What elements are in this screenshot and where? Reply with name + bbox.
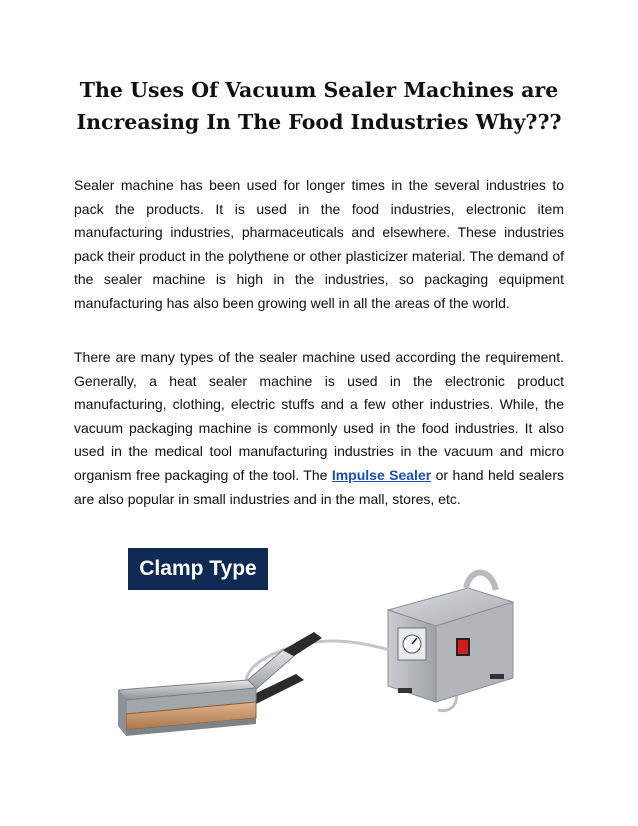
title-line-2: Increasing In The Food Industries Why??? <box>76 110 562 134</box>
paragraph-2-text-after-link: or hand held sealers are also popular in small industries and in the mall, stores, etc. <box>74 466 564 507</box>
paragraph-2-text-before-link: There are many types of the sealer machine used according the requirement. Generally, a heat sealer machine is used in the electronic product manufacturing, clothing, electric stuffs and a few other industries. While, the vacuum packaging machine is commonly used in the food industries. It also used in the medical tool manufacturing industries in the vacuum and micro organism free packaging of the tool. The <box>74 349 564 483</box>
impulse-sealer-link[interactable]: Impulse Sealer <box>331 466 432 483</box>
clamp-sealer-illustration <box>118 540 538 785</box>
paragraph-2 <box>74 346 564 511</box>
document-title <box>60 74 578 138</box>
paragraph-1: Sealer machine has been used for longer times in the several industries to pack the products. It is used in the food industries, electronic item manufacturing industries, pharmaceuticals and elsewhere. These industries pack their product in the polythene or other plasticizer material. The demand of the sealer machine is high in the industries, so packaging equipment manufacturing has also been growing well in all the areas of the world. <box>74 177 564 311</box>
product-image <box>118 540 538 785</box>
title-line-1: The Uses Of Vacuum Sealer Machines are <box>79 78 559 102</box>
control-box <box>388 573 513 703</box>
sealing-bar <box>118 680 256 736</box>
clamp-type-badge: Clamp Type <box>128 548 268 590</box>
